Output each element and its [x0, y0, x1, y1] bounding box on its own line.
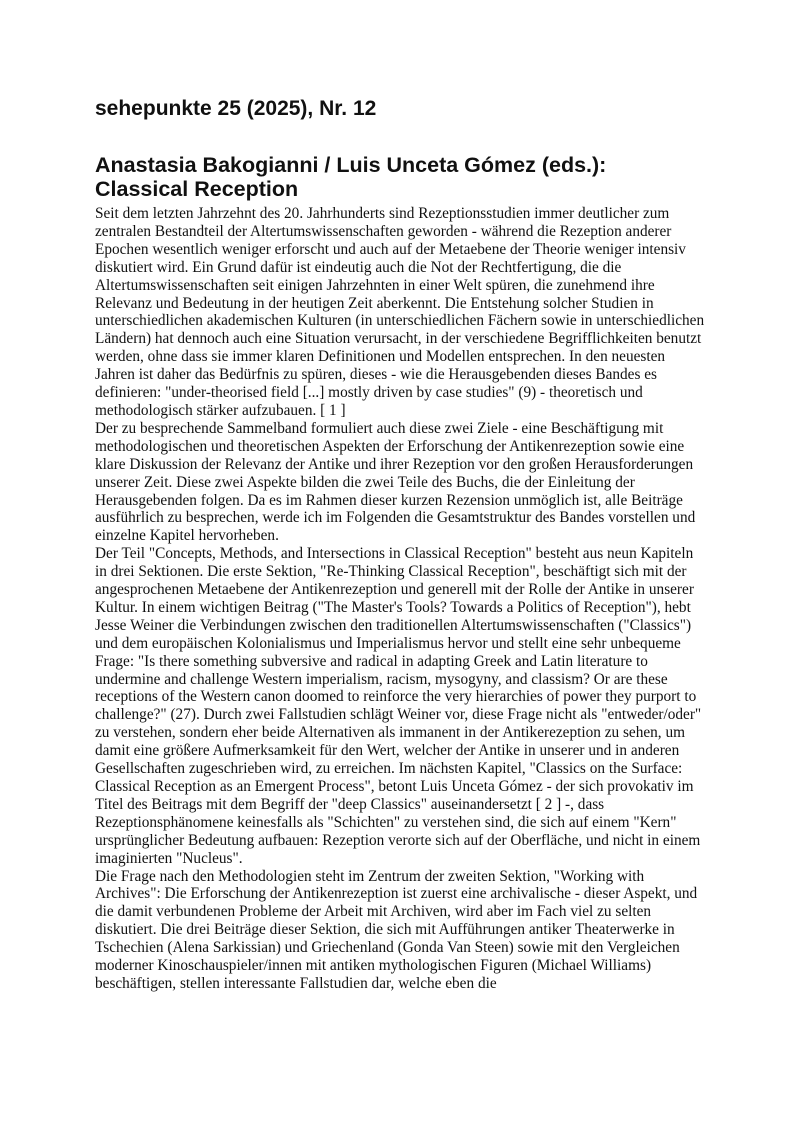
- issue-heading: sehepunkte 25 (2025), Nr. 12: [95, 97, 377, 120]
- paragraph-1: [95, 205, 707, 420]
- paragraph-2: Der zu besprechende Sammelband formuliert auch diese zwei Ziele - eine Beschäftigung mit methodologischen und theoretischen Aspekten der Erforschung der Antikenrezeption sowie eine klare Diskussion der Relevanz der Antike und ihrer Rezeption vor den großen Herausforderungen unserer Zeit. Diese zwei Aspekte bilden die zwei Teile des Buchs, die der Einleitung der Herausgebenden folgen. Da es im Rahmen dieser kurzen Rezension unmöglich ist, alle Beiträge ausführlich zu besprechen, werde ich im Folgenden die Gesamtstruktur des Bandes vorstellen und einzelne Kapitel hervorheben.: [95, 419, 696, 545]
- title-book: Classical Reception: [95, 177, 299, 201]
- paragraph-3-text-b: -, dass Rezeptionsphänomene keinesfalls als "Schichten" zu verstehen sind, die sich auf einem "Kern" ursprünglicher Bedeutung aufbauen: Rezeption verorte sich auf der Oberfläche, und nicht in einem imaginierten "Nucleus".: [95, 795, 701, 867]
- review-title: [95, 153, 715, 201]
- title-authors: Anastasia Bakogianni / Luis Unceta Gómez (eds.):: [95, 153, 607, 177]
- review-body: [95, 205, 707, 993]
- footnote-link-1[interactable]: [ 1 ]: [320, 401, 346, 419]
- paragraph-1-text: Seit dem letzten Jahrzehnt des 20. Jahrhunderts sind Rezeptionsstudien immer deutlicher zum zentralen Bestandteil der Altertumswissenschaften geworden - während die Rezeption anderer Epochen wesentlich weniger erforscht und auch auf der Metaebene der Theorie weniger intensiv diskutiert wird. Ein Grund dafür ist eindeutig auch die Not der Rechtfertigung, die die Altertumswissenschaften seit einigen Jahrzehnten in einer Welt spüren, die zunehmend ihre Relevanz und Bedeutung in der heutigen Zeit aberkennt. Die Entstehung solcher Studien in unterschiedlichen akademischen Kulturen (in unterschiedlichen Fächern sowie in unterschiedlichen Ländern) hat dennoch auch eine Situation verursacht, in der verschiedene Begrifflichkeiten benutzt werden, ohne dass sie immer klaren Definitionen und Modellen entsprechen. In den neuesten Jahren ist daher das Bedürfnis zu spüren, dieses - wie die Herausgebenden dieses Bandes es definieren: "under-theorised field [...] mostly driven by case studies" (9) - theoretisch und methodologisch stärker aufzubauen.: [95, 205, 705, 419]
- paragraph-3: [95, 545, 707, 867]
- paragraph-4: Die Frage nach den Methodologien steht im Zentrum der zweiten Sektion, "Working with Archives": Die Erforschung der Antikenrezeption ist zuerst eine archivalische - dieser Aspekt, und die damit verbundenen Probleme der Arbeit mit Archiven, wird aber im Fach viel zu selten diskutiert. Die drei Beiträge dieser Sektion, die sich mit Aufführungen antiker Theaterwerke in Tschechien (Alena Sarkissian) und Griechenland (Gonda Van Steen) sowie mit den Vergleichen moderner Kinoschauspieler/innen mit antiken mythologischen Figuren (Michael Williams) beschäftigen, stellen interessante Fallstudien dar, welche eben die: [95, 867, 698, 992]
- paragraph-3-text-a: Der Teil "Concepts, Methods, and Intersections in Classical Reception" besteht aus neun Kapiteln in drei Sektionen. Die erste Sektion, "Re-Thinking Classical Reception", beschäftigt sich mit der angesprochenen Metaebene der Antikenrezeption und generell mit der Rolle der Antike in unserer Kultur. In einem wichtigen Beitrag ("The Master's Tools? Towards a Politics of Reception"), hebt Jesse Weiner die Verbindungen zwischen den traditionellen Altertumswissenschaften ("Classics") und dem europäischen Kolonialismus und Imperialismus hervor und stellt eine sehr unbequeme Frage: "Is there something subversive and radical in adapting Greek and Latin literature to undermine and challenge Western imperialism, racism, mysogyny, and classism? Or are these receptions of the Western canon doomed to reinforce the very hierarchies of power they purport to challenge?" (27). Durch zwei Fallstudien schlägt Weiner vor, diese Frage nicht als "entweder/oder" zu verstehen, sondern eher beide Alternativen als immanent in der Antikerezeption zu sehen, um damit eine größere Aufmerksamkeit für den Wert, welcher der Antike in unserer und in anderen Gesellschaften zugeschrieben wird, zu erreichen. Im nächsten Kapitel, "Classics on the Surface: Classical Reception as an Emergent Process", betont Luis Unceta Gómez - der sich provokativ im Titel des Beitrags mit dem Begriff der "deep Classics" auseinandersetzt: [95, 545, 702, 813]
- footnote-link-2[interactable]: [ 2 ]: [535, 795, 562, 813]
